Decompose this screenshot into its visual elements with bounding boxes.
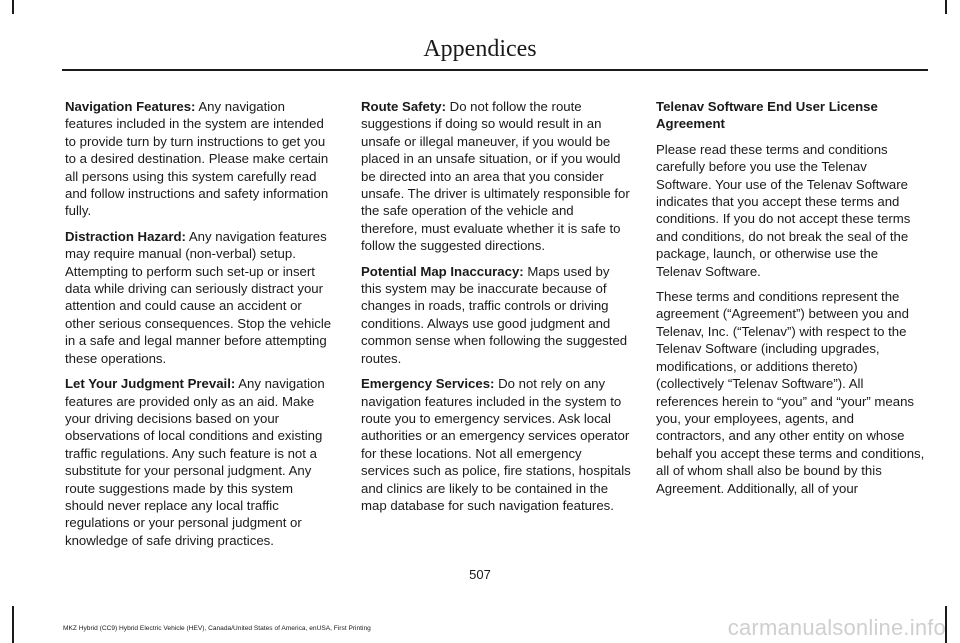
paragraph <box>361 263 631 367</box>
paragraph-label: Emergency Services: <box>361 376 495 392</box>
paragraph <box>65 375 335 549</box>
crop-mark-top-left <box>12 0 14 14</box>
paragraph-text: Maps used by this system may be inaccurate because of changes in roads, traffic controls or driving conditions. Always use good judgment and common sense when following the suggested routes. <box>361 263 628 366</box>
page-title: Appendices <box>423 36 537 62</box>
paragraph-label: Let Your Judgment Prevail: <box>65 376 236 392</box>
paragraph <box>361 375 631 514</box>
crop-mark-top-right <box>945 0 947 14</box>
paragraph-text: Any navigation features may require manual (non-verbal) setup. Attempting to perform such set-up or insert data while driving can seriously distract your attention and could cause an accident or other serious consequences. Stop the vehicle in a safe and legal manner before attempting these operations. <box>65 228 332 366</box>
paragraph <box>361 98 631 255</box>
paragraph-label: Potential Map Inaccuracy: <box>361 263 524 279</box>
paragraph-text: Any navigation features included in the system are intended to provide turn by turn instructions to get you to a desired destination. Please make certain all persons using this system carefully read and follow instructions and safety information fully. <box>65 99 329 219</box>
column-1 <box>65 98 335 557</box>
column-2 <box>361 98 631 522</box>
paragraph <box>65 98 335 220</box>
footer-text: MKZ Hybrid (CC9) Hybrid Electric Vehicle (HEV), Canada/United States of America, enUSA, First Printing <box>63 625 371 632</box>
paragraph-label: Route Safety: <box>361 99 446 114</box>
paragraph-label: Distraction Hazard: <box>65 228 186 244</box>
header-divider <box>62 69 928 71</box>
page-number: 507 <box>469 567 491 582</box>
paragraph <box>65 228 335 367</box>
paragraph-text: Any navigation features are provided only as an aid. Make your driving decisions based on your observations of local conditions and existing traffic regulations. Any such feature is not a substitute for your personal judgment. Any route suggestions made by this system should never replace any local traffic regulations or your personal judgment or knowledge of safe driving practices. <box>65 376 325 548</box>
crop-mark-bottom-left <box>12 606 14 643</box>
paragraph: Please read these terms and conditions carefully before you use the Telenav Software. Your use of the Telenav Software indicates that you accept these terms and conditions. If you do not accept these terms and conditions, do not break the seal of the package, launch, or otherwise use the Telenav Software. <box>656 141 911 279</box>
paragraph-text: Do not follow the route suggestions if doing so would result in an unsafe or illegal maneuver, if you would be placed in an unsafe situation, or if you would be directed into an area that you consider unsafe. The driver is ultimately responsible for the safe operation of the vehicle and therefore, must evaluate whether it is safe to follow the suggested directions. <box>361 99 630 254</box>
paragraph-label: Navigation Features: <box>65 99 196 114</box>
section-heading: Telenav Software End User License Agreement <box>656 99 878 132</box>
paragraph-text: Do not rely on any navigation features included in the system to route you to emergency services. Ask local authorities or an emergency services operator for these locations. Not all emergency services such as police, fire stations, hospitals and clinics are likely to be contained in the map database for such navigation features. <box>361 376 631 513</box>
watermark: carmanualsonline.info <box>727 615 946 640</box>
column-3 <box>656 98 926 505</box>
paragraph: These terms and conditions represent the agreement (“Agreement”) between you and Telenav, Inc. (“Telenav”) with respect to the Telenav Software (including upgrades, modifications, or additions thereto) (collectively “Telenav Software”). All references herein to “you” and “your” means you, your employees, agents, and contractors, and any other entity on whose behalf you accept these terms and conditions, all of whom shall also be bound by this Agreement. Additionally, all of your <box>656 289 925 496</box>
